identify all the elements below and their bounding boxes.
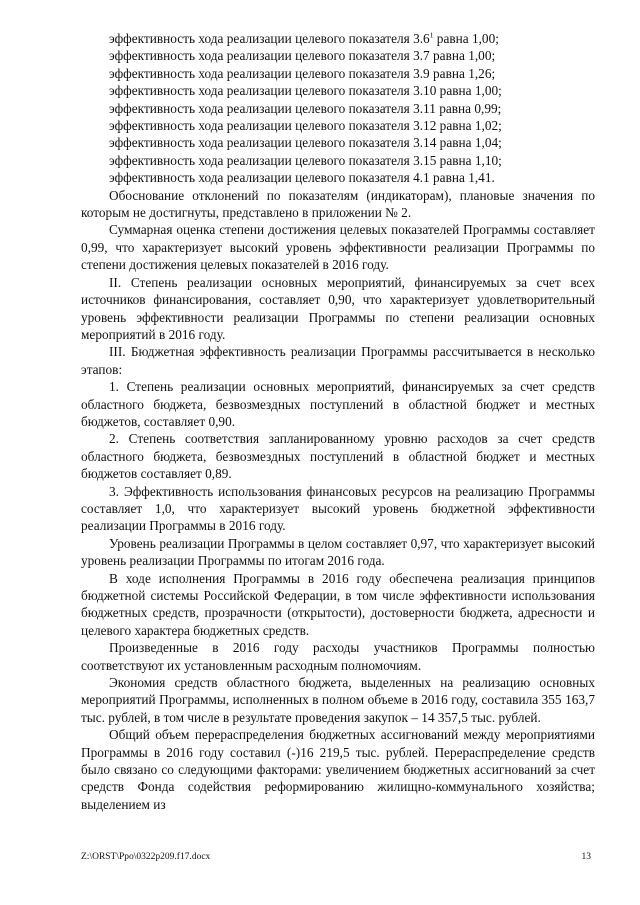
- paragraph: Обоснование отклонений по показателям (индикаторам), плановые значения по которым не достигнуты, представлено в приложении № 2.: [81, 187, 595, 221]
- paragraph: II. Степень реализации основных мероприятий, финансируемых за счет всех источников финансирования, составляет 0,90, что характеризует удовлетворительный уровень эффективности реализации Программы по степени реализации основных мероприятий в 2016 году.: [81, 274, 595, 342]
- list-line: эффективность хода реализации целевого показателя 3.15 равна 1,10;: [109, 152, 502, 168]
- paragraph: III. Бюджетная эффективность реализации Программы рассчитывается в несколько этапов:: [81, 344, 595, 377]
- paragraph: Общий объем перераспределения бюджетных ассигнований между мероприятиями Программы в 2016 году составил (-)16 219,5 тыс. рублей. Перераспределение средств было связано со следующими факторами: увеличением бюджетных ассигнований за счет средств Фонда содействия реформированию жилищно-коммунального хозяйства; выделением из: [81, 727, 595, 812]
- list-line: эффективность хода реализации целевого показателя 3.9 равна 1,26;: [109, 65, 496, 81]
- document-body: [81, 30, 595, 813]
- list-line: эффективность хода реализации целевого показателя $3.6^1$ равна 1,00;: [109, 30, 499, 46]
- paragraph: В ходе исполнения Программы в 2016 году обеспечена реализация принципов бюджетной системы Российской Федерации, в том числе эффективности использования бюджетных средств, прозрачности (открытости), достоверности бюджета, адресности и целевого характера бюджетных средств.: [81, 570, 595, 638]
- paragraph: Уровень реализации Программы в целом составляет 0,97, что характеризует высокий уровень реализации Программы по итогам 2016 года.: [81, 535, 595, 569]
- list-line: эффективность хода реализации целевого показателя 3.11 равна 0,99;: [109, 100, 502, 116]
- paragraph: Суммарная оценка степени достижения целевых показателей Программы составляет 0,99, что характеризует высокий уровень эффективности реализации Программы по степени достижения целевых показателей в 2016 году.: [81, 222, 595, 273]
- list-line: эффективность хода реализации целевого показателя 3.12 равна 1,02;: [109, 118, 502, 134]
- paragraph: 2. Степень соответствия запланированному уровню расходов за счет средств областного бюджета, безвозмездных поступлений в областной бюджет и местных бюджетов составляет 0,89.: [81, 431, 595, 482]
- list-line: эффективность хода реализации целевого показателя 3.7 равна 1,00;: [109, 48, 496, 64]
- paragraph: Произведенные в 2016 году расходы участников Программы полностью соответствуют их установленным расходным полномочиям.: [81, 640, 595, 673]
- page-footer: [81, 852, 591, 862]
- list-line: эффективность хода реализации целевого показателя 3.14 равна 1,04;: [109, 135, 502, 151]
- page-number: 13: [581, 852, 591, 862]
- file-path: Z:\ORST\Ppo\0322p209.f17.docx: [81, 852, 211, 862]
- paragraph: 3. Эффективность использования финансовых ресурсов на реализацию Программы составляет 1,0, что характеризует высокий уровень бюджетной эффективности реализации Программы в 2016 году.: [81, 483, 595, 534]
- list-line: эффективность хода реализации целевого показателя 4.1 равна 1,41.: [109, 170, 495, 186]
- paragraph: 1. Степень реализации основных мероприятий, финансируемых за счет средств областного бюджета, безвозмездных поступлений в областной бюджет и местных бюджетов, составляет 0,90.: [81, 379, 595, 429]
- list-line: эффективность хода реализации целевого показателя 3.10 равна 1,00;: [109, 83, 502, 99]
- footnote-marker: 1: [429, 30, 434, 40]
- paragraph: Экономия средств областного бюджета, выделенных на реализацию основных мероприятий Программы, исполненных в полном объеме в 2016 году, составила 355 163,7 тыс. рублей, в том числе в результате проведения закупок – 14 357,5 тыс. рублей.: [81, 675, 595, 725]
